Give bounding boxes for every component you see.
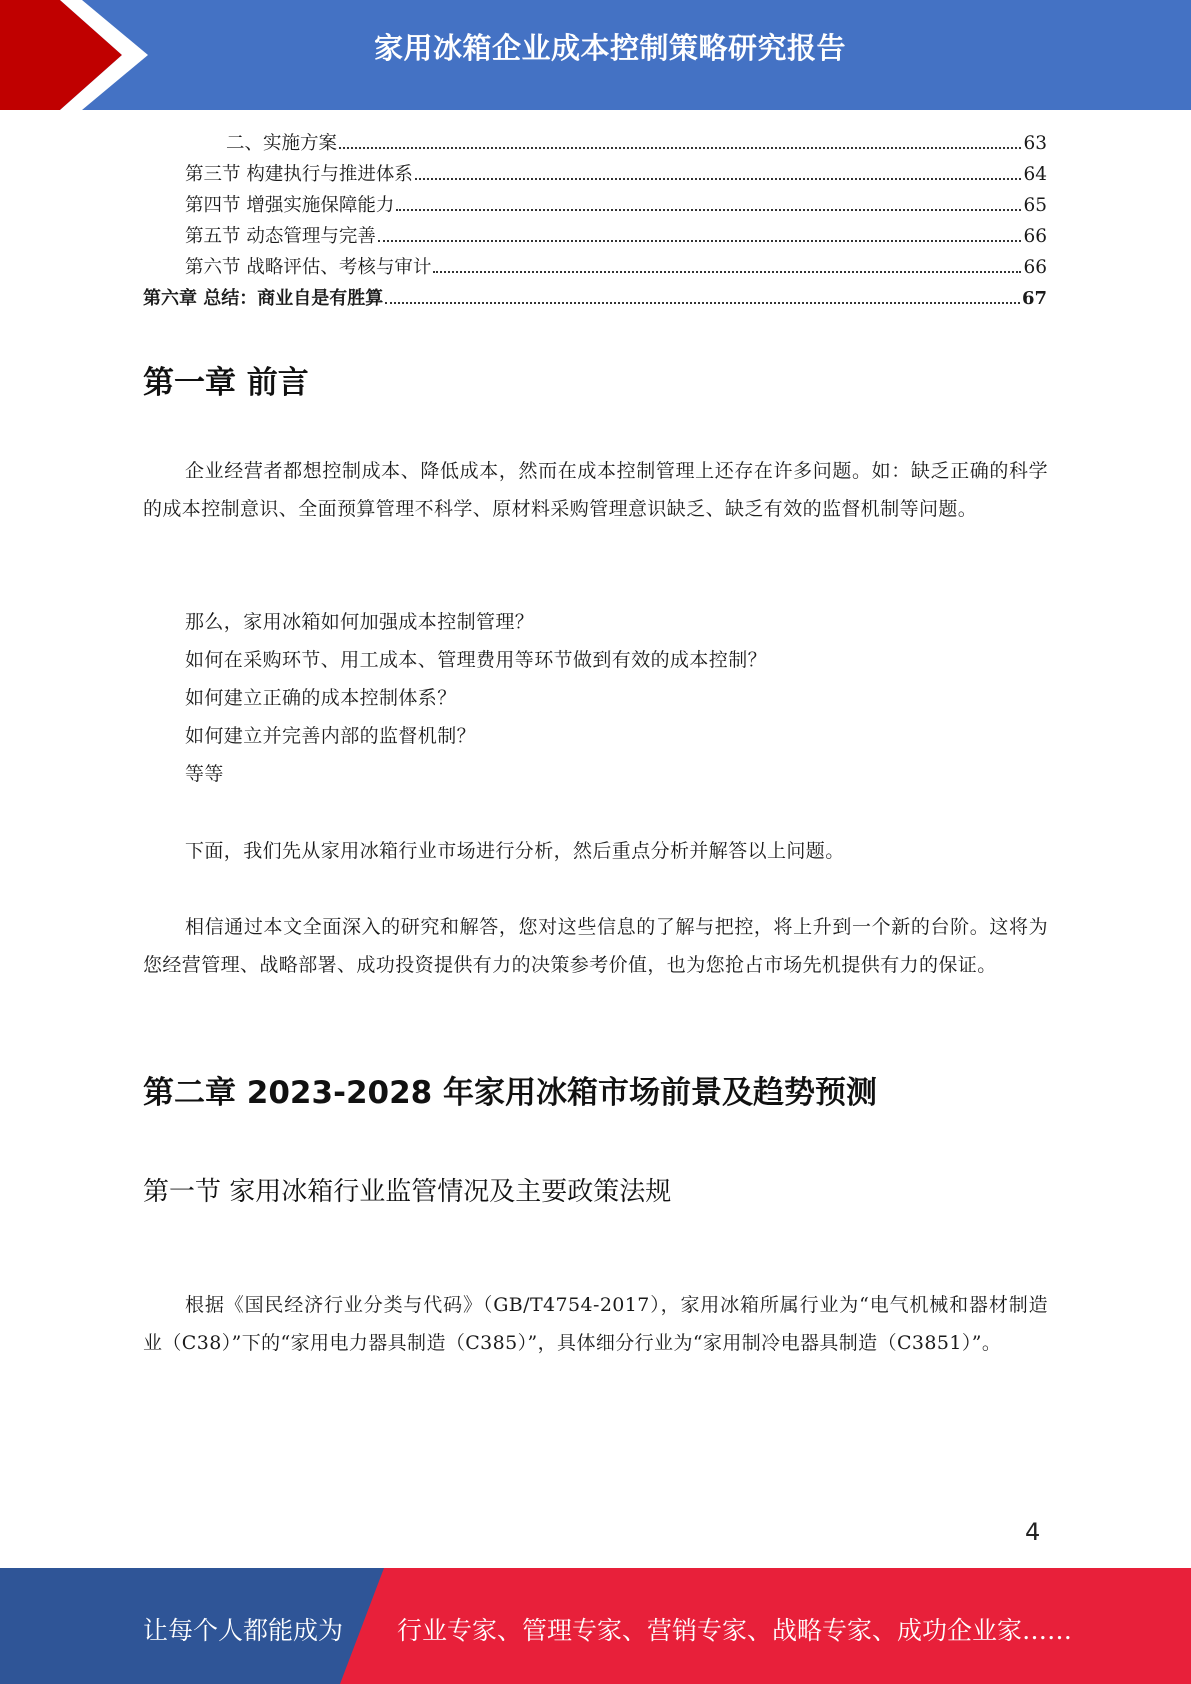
question-line: 如何建立正确的成本控制体系？ <box>185 687 457 709</box>
question-line: 那么，家用冰箱如何加强成本控制管理？ <box>185 611 535 633</box>
toc-leader <box>396 208 1021 211</box>
question-line: 如何在采购环节、用工成本、管理费用等环节做到有效的成本控制？ <box>185 649 768 671</box>
toc-item[interactable]: 二、实施方案 63 <box>226 133 1047 154</box>
page-header <box>0 0 1191 110</box>
toc-leader <box>378 239 1022 242</box>
footer-slogan-right: 行业专家、管理专家、营销专家、战略专家、成功企业家…… <box>397 1616 1073 1645</box>
toc-item[interactable]: 第五节 动态管理与完善 66 <box>185 226 1047 247</box>
question-line: 如何建立并完善内部的监督机制？ <box>185 725 477 747</box>
paragraph: 相信通过本文全面深入的研究和解答，您对这些信息的了解与把控，将上升到一个新的台阶。这将为您经营管理、战略部署、成功投资提供有力的决策参考价值，也为您抢占市场先机提供有力的保证。 <box>143 916 1048 976</box>
paragraph: 企业经营者都想控制成本、降低成本，然而在成本控制管理上还存在许多问题。如：缺乏正确的科学的成本控制意识、全面预算管理不科学、原材料采购管理意识缺乏、缺乏有效的监督机制等问题。 <box>143 460 1048 520</box>
paragraph: 下面，我们先从家用冰箱行业市场进行分析，然后重点分析并解答以上问题。 <box>185 840 845 862</box>
header-arrow-decoration <box>0 0 160 110</box>
toc-item[interactable]: 第三节 构建执行与推进体系 64 <box>185 164 1047 185</box>
toc-leader <box>433 270 1021 273</box>
paragraph: 根据《国民经济行业分类与代码》（GB/T4754-2017），家用冰箱所属行业为“电气机械和器材制造业（C38）”下的“家用电力器具制造（C385）”，具体细分行业为“家用制冷电器具制造（C3851）”。 <box>143 1294 1048 1354</box>
question-line: 等等 <box>185 763 224 785</box>
toc-leader <box>385 301 1020 304</box>
page-footer <box>0 1568 1191 1684</box>
section-heading: 第一节 家用冰箱行业监管情况及主要政策法规 <box>143 1177 672 1207</box>
chapter-heading: 第二章 2023-2028 年家用冰箱市场前景及趋势预测 <box>143 1075 878 1111</box>
report-title: 家用冰箱企业成本控制策略研究报告 <box>373 31 846 65</box>
toc-item-chapter[interactable]: 第六章 总结：商业自是有胜算 67 <box>143 288 1047 309</box>
toc-leader <box>339 146 1021 149</box>
footer-slogan-left: 让每个人都能成为 <box>143 1616 344 1645</box>
page-number: 4 <box>1025 1518 1041 1546</box>
toc-leader <box>415 177 1022 180</box>
toc-item[interactable]: 第六节 战略评估、考核与审计 66 <box>185 257 1047 278</box>
toc-item[interactable]: 第四节 增强实施保障能力 65 <box>185 195 1047 216</box>
chapter-heading: 第一章 前言 <box>143 365 309 401</box>
